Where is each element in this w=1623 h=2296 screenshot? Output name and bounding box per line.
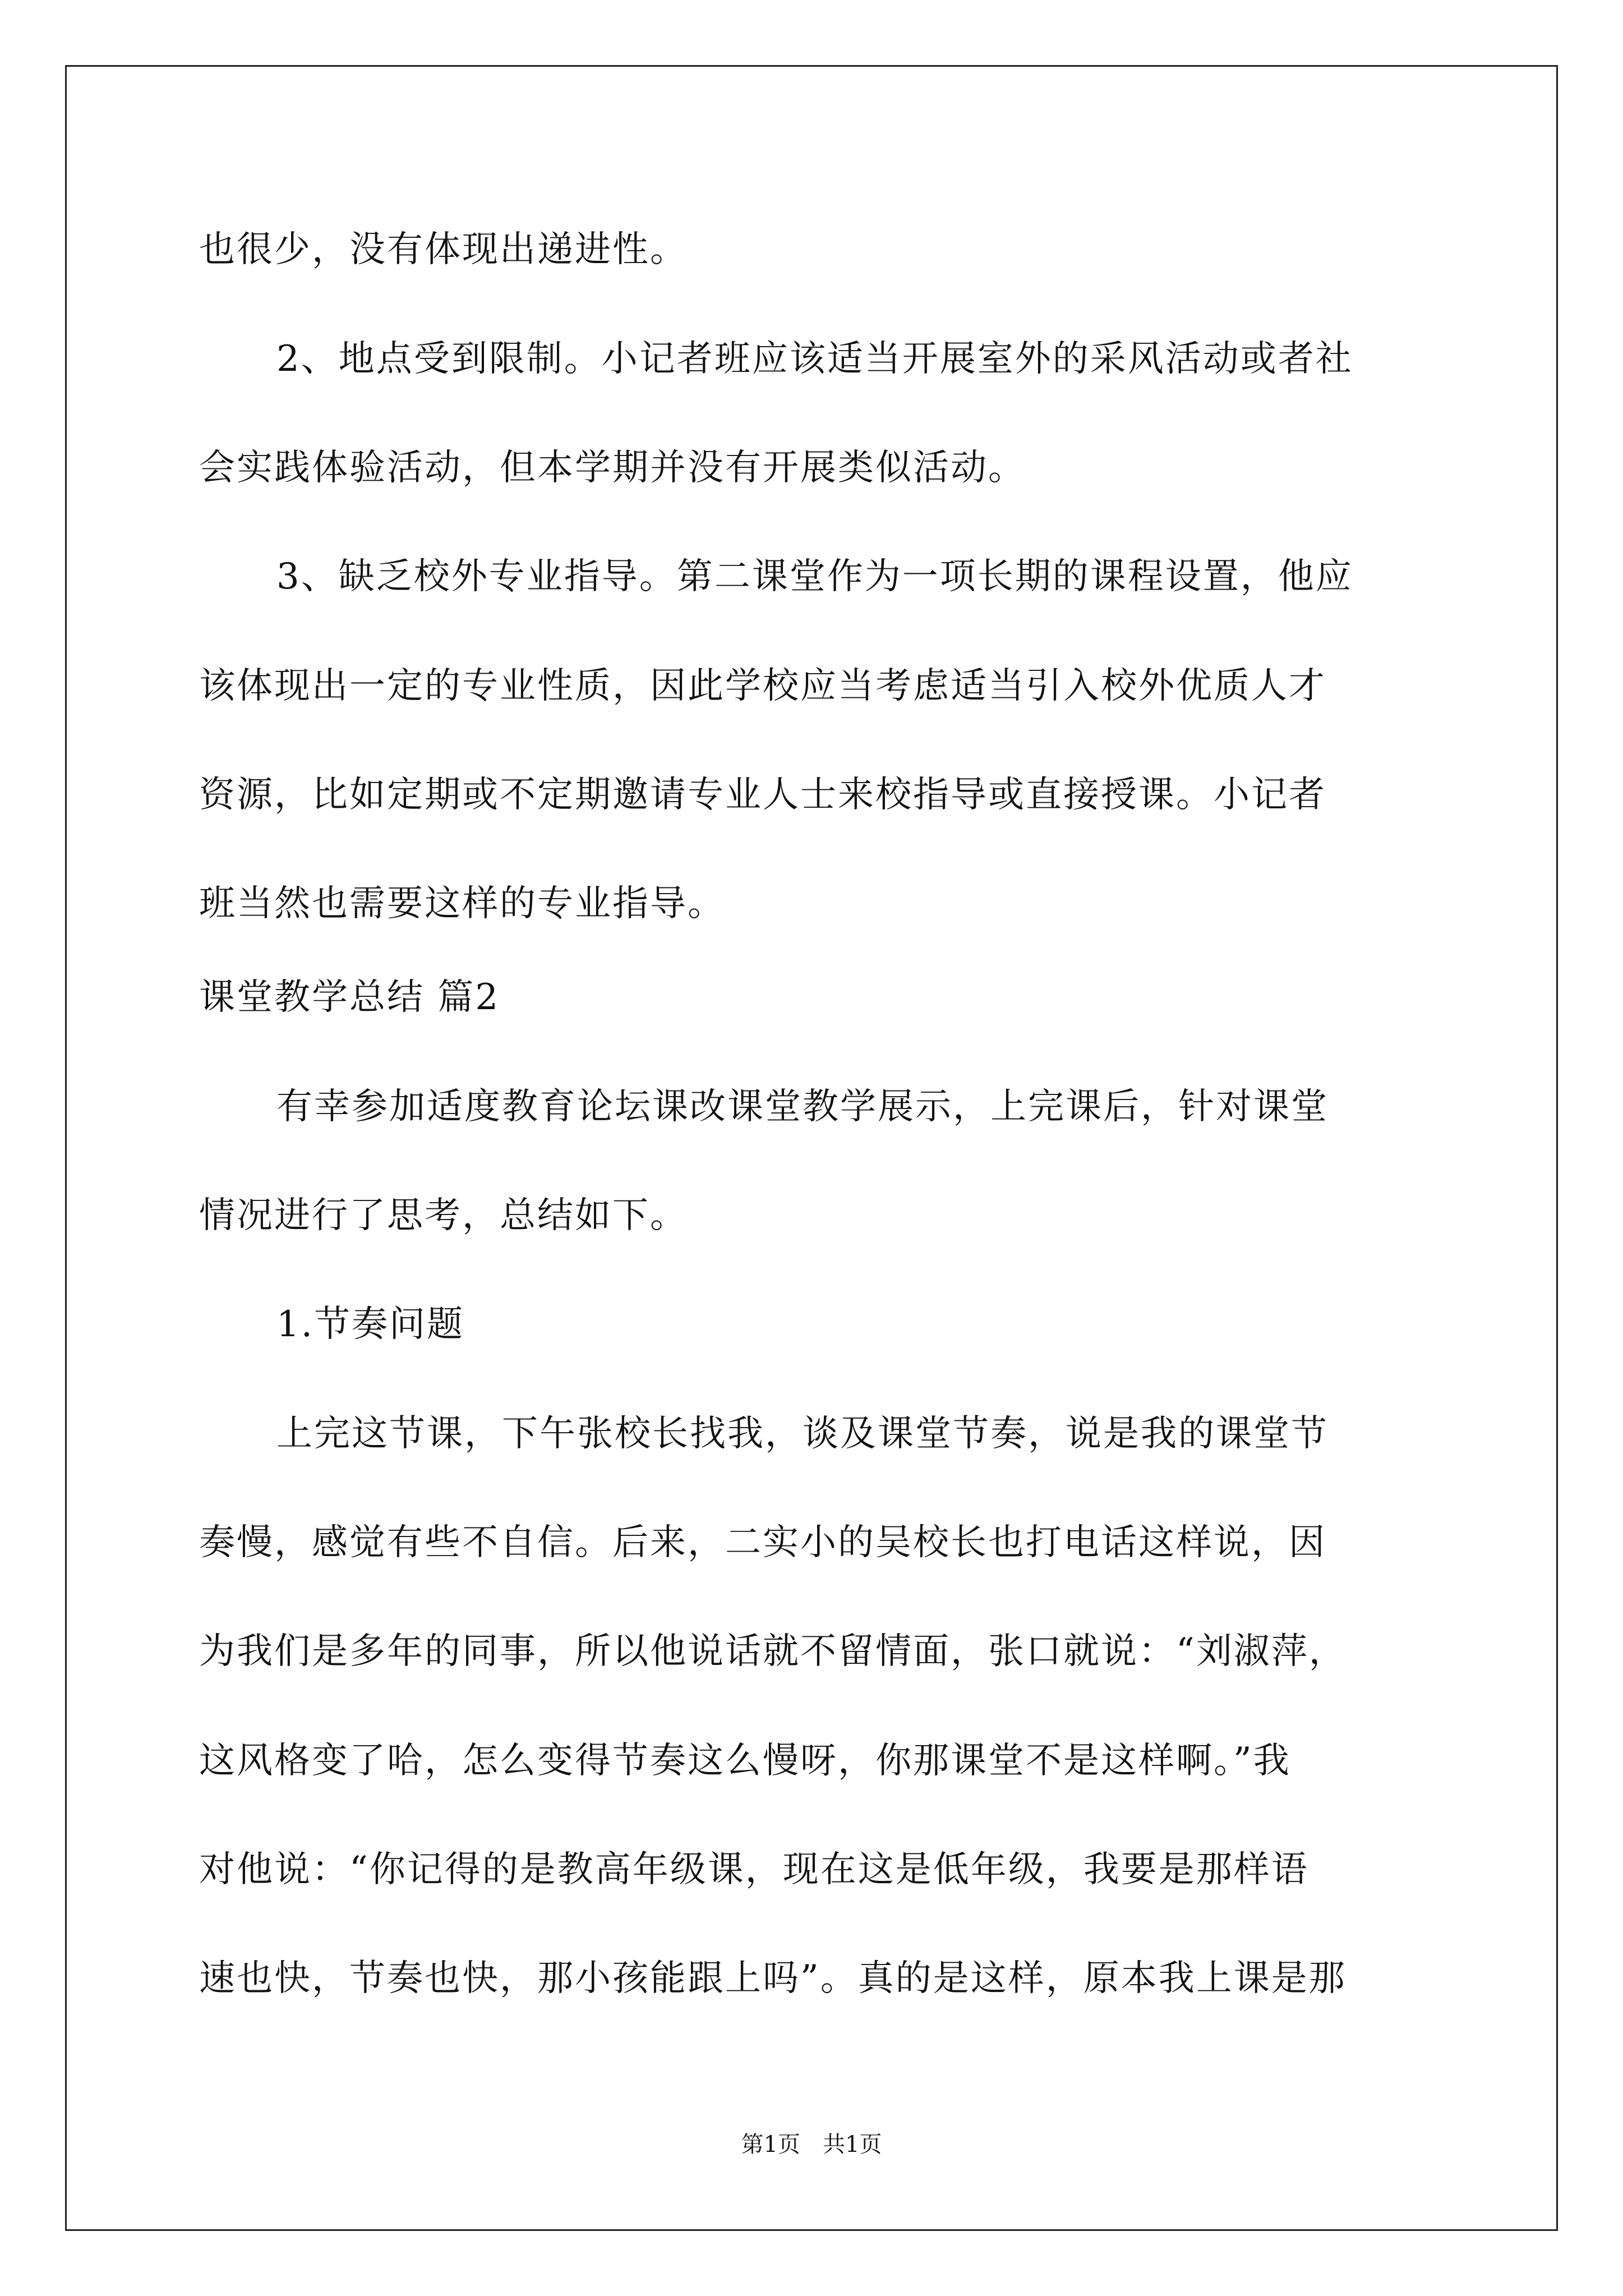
page-footer	[0, 2133, 1623, 2156]
body-line: 该体现出一定的专业性质，因此学校应当考虑适当引入校外优质人才	[199, 665, 1326, 707]
body-line: 对他说：“你记得的是教高年级课，现在这是低年级，我要是那样语	[199, 1849, 1309, 1890]
body-line: 情况进行了思考，总结如下。	[199, 1195, 688, 1236]
body-line: 2、地点受到限制。小记者班应该适当开展室外的采风活动或者社	[276, 338, 1353, 380]
body-line: 3、缺乏校外专业指导。第二课堂作为一项长期的课程设置，他应	[276, 556, 1353, 597]
body-line: 会实践体验活动，但本学期并没有开展类似活动。	[199, 447, 1026, 489]
body-line: 为我们是多年的同事，所以他说话就不留情面，张口就说：“刘淑萍，	[199, 1631, 1347, 1672]
body-line: 班当然也需要这样的专业指导。	[199, 883, 725, 924]
section-heading: 课堂教学总结 篇2	[199, 977, 500, 1018]
page-number-current: 第1页	[741, 2132, 800, 2157]
body-line: 也很少，没有体现出递进性。	[199, 229, 688, 270]
page-border	[65, 65, 1558, 2231]
body-line: 有幸参加适度教育论坛课改课堂教学展示，上完课后，针对课堂	[276, 1086, 1329, 1128]
body-line: 速也快，节奏也快，那小孩能跟上吗”。真的是这样，原本我上课是那	[199, 1958, 1347, 1999]
body-line: 奏慢，感觉有些不自信。后来，二实小的吴校长也打电话这样说，因	[199, 1522, 1326, 1563]
subheading: 1.节奏问题	[276, 1304, 465, 1345]
body-line: 资源，比如定期或不定期邀请专业人士来校指导或直接授课。小记者	[199, 774, 1326, 816]
body-line: 这风格变了哈，怎么变得节奏这么慢呀，你那课堂不是这样啊。”我	[199, 1740, 1291, 1782]
page-number-total: 共1页	[823, 2132, 882, 2157]
body-line: 上完这节课，下午张校长找我，谈及课堂节奏，说是我的课堂节	[276, 1413, 1329, 1455]
